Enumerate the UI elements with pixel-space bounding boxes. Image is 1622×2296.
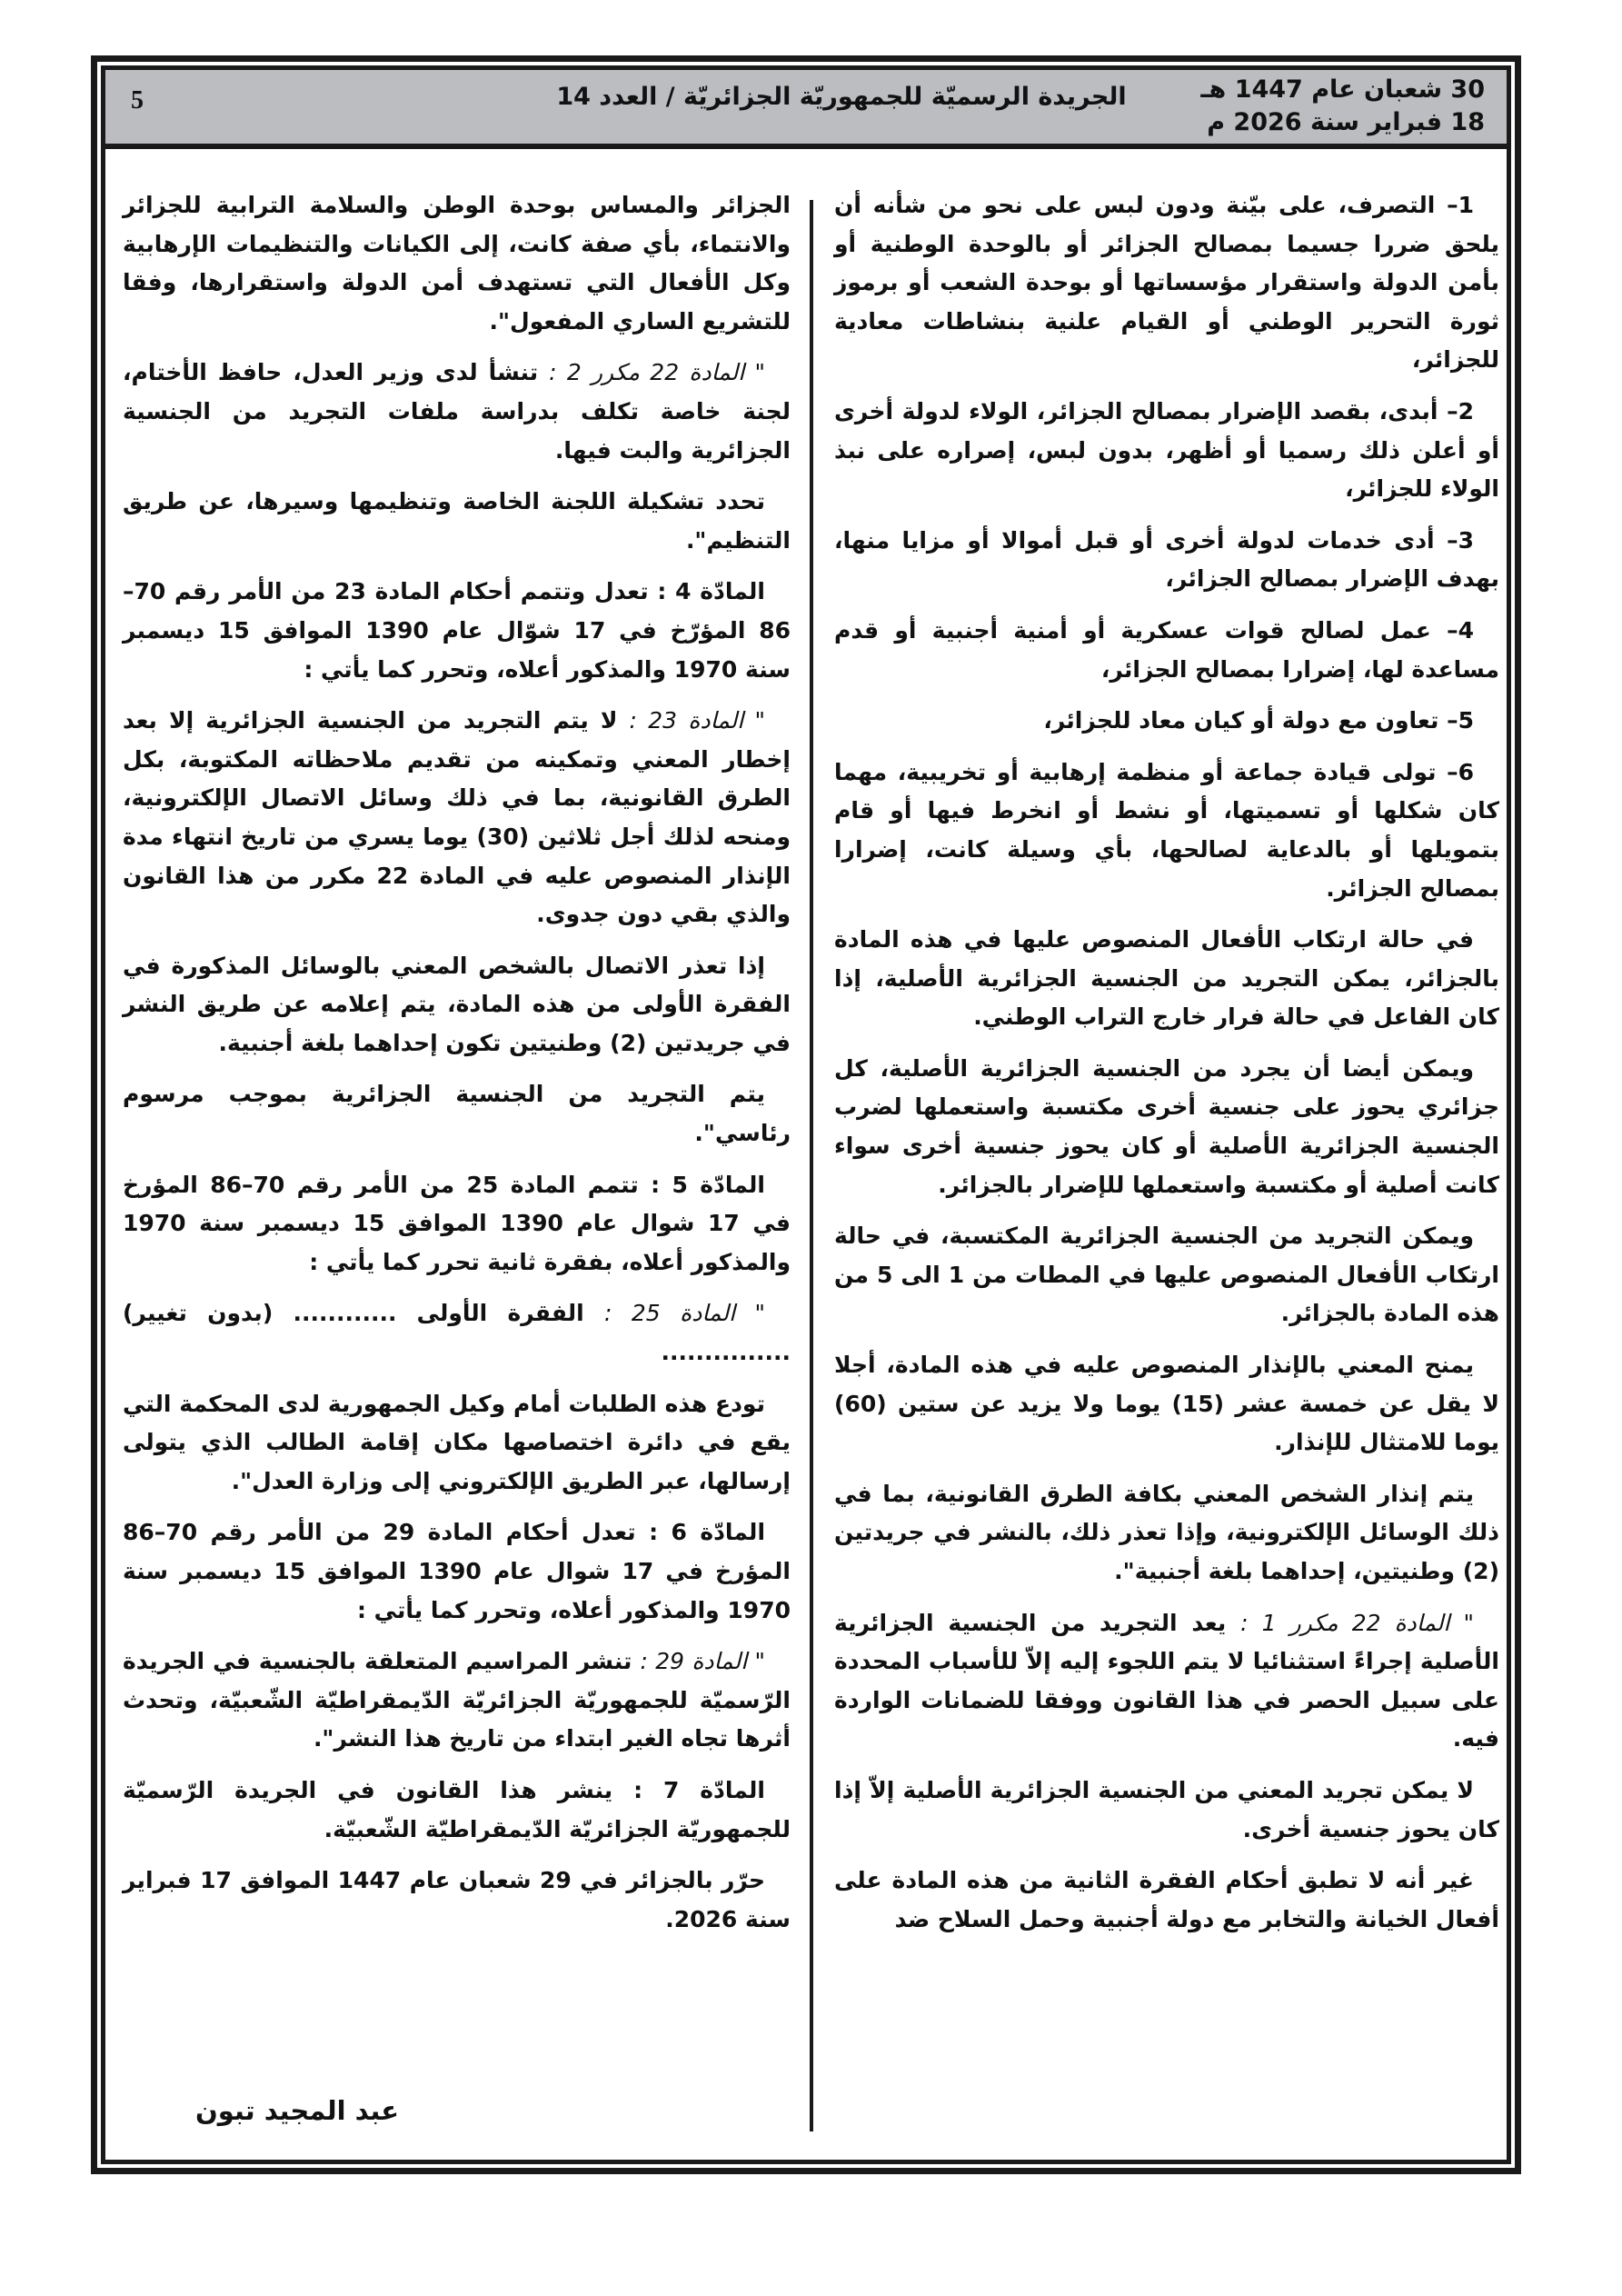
paragraph-text: يمنح المعني بالإنذار المنصوص عليه في هذه المادة، أجلا لا يقل عن خمسة عشر (15) يوما ولا يزيد عن ستين (60) يوما للامتثال للإنذار. xyxy=(834,1352,1499,1456)
quoted-article-label: " المادة 29 : xyxy=(640,1648,765,1675)
paragraph-text: إذا تعذر الاتصال بالشخص المعني بالوسائل المذكورة في الفقرة الأولى من هذه المادة، يتم إعلامه عن طريق النشر في جريدتين (2) وطنيتين تكون إحداهما بلغة أجنبية. xyxy=(123,952,791,1056)
paragraph-text: 3– أدى خدمات لدولة أخرى أو قبل أموالا أو مزايا منها، بهدف الإضرار بمصالح الجزائر، xyxy=(834,526,1499,593)
left-column-paragraph xyxy=(123,1642,791,1759)
left-column-paragraph xyxy=(123,1513,791,1630)
date-gregorian: 18 فبراير سنة 2026 م xyxy=(1207,108,1485,136)
paragraph-text: يعد التجريد من الجنسية الجزائرية الأصلية إجراءً استثنائيا لا يتم اللجوء إليه إلاّ للأسباب المحددة على سبيل الحصر في هذا القانون ووفقا للضمانات الواردة فيه. xyxy=(834,1609,1499,1752)
quoted-article-label: " المادة 22 مكرر 2 : xyxy=(549,359,765,386)
right-column-paragraph xyxy=(834,754,1499,908)
article-label: المادّة 5 : xyxy=(651,1171,765,1198)
left-column-paragraph xyxy=(123,354,791,470)
paragraph-text: تعدل وتتمم أحكام المادة 23 من الأمر رقم 70–86 المؤرّخ في 17 شوّال عام 1390 الموافق 15 ديسمبر سنة 1970 والمذكور أعلاه، وتحرر كما يأتي : xyxy=(123,578,791,683)
paragraph-text: الفقرة الأولى ............ (بدون تغيير) ............... xyxy=(123,1300,791,1366)
paragraph-text: تنشر المراسيم المتعلقة بالجنسية في الجريدة الرّسميّة للجمهوريّة الجزائريّة الدّيمقراطيّة الشّعبيّة، وتحدث أثرها تجاه الغير ابتداء من تاريخ هذا النشر". xyxy=(123,1648,791,1752)
paragraph-text: 1– التصرف، على بيّنة ودون لبس على نحو من شأنه أن يلحق ضررا جسيما بمصالح الجزائر أو بالوحدة الوطنية أو بأمن الدولة واستقرار مؤسساتها أو بوحدة الشعب أو برموز ثورة التحرير الوطني أو القيام علنية بنشاطات معادية للجزائر، xyxy=(834,192,1499,374)
left-column-paragraph xyxy=(123,1075,791,1153)
paragraph-text: 5– تعاون مع دولة أو كيان معاد للجزائر، xyxy=(1043,707,1474,734)
left-column-paragraph xyxy=(123,1772,791,1849)
issue-date xyxy=(1200,74,1485,139)
gazette-title: الجريدة الرسميّة للجمهوريّة الجزائريّة / العدد 14 xyxy=(556,83,1127,111)
paragraph-text: تحدد تشكيلة اللجنة الخاصة وتنظيمها وسيرها، عن طريق التنظيم". xyxy=(123,488,791,554)
paragraph-text: الجزائر والمساس بوحدة الوطن والسلامة الترابية للجزائر والانتماء، بأي صفة كانت، إلى الكيانات والتنظيمات الإرهابية وكل الأفعال التي تستهدف أمن الدولة واستقرارها، وفقا للتشريع الساري المفعول". xyxy=(123,192,791,334)
date-hijri: 30 شعبان عام 1447 هـ xyxy=(1200,75,1485,104)
right-column-paragraph xyxy=(834,1217,1499,1333)
paragraph-text: لا يمكن تجريد المعني من الجنسية الجزائرية الأصلية إلاّ إذا كان يحوز جنسية أخرى. xyxy=(834,1776,1499,1842)
right-column-paragraph xyxy=(834,1475,1499,1592)
signature: عبد المجيد تبون xyxy=(195,2095,400,2126)
left-column-paragraph xyxy=(123,573,791,689)
article-label: المادّة 7 : xyxy=(633,1776,765,1803)
paragraph-text: في حالة ارتكاب الأفعال المنصوص عليها في هذه المادة بالجزائر، يمكن التجريد من الجنسية الجزائرية الأصلية، إذا كان الفاعل في حالة فرار خارج التراب الوطني. xyxy=(834,926,1499,1031)
left-column-paragraph xyxy=(123,702,791,934)
right-column-paragraph xyxy=(834,186,1499,380)
quoted-article-label: " المادة 22 مكرر 1 : xyxy=(1240,1609,1474,1636)
right-column-paragraph xyxy=(834,921,1499,1037)
right-column-paragraph xyxy=(834,612,1499,689)
paragraph-text: تتمم المادة 25 من الأمر رقم 70–86 المؤرخ في 17 شوال عام 1390 الموافق 15 ديسمبر سنة 1970 والمذكور أعلاه، بفقرة ثانية تحرر كما يأتي : xyxy=(123,1171,791,1275)
paragraph-text: لا يتم التجريد من الجنسية الجزائرية إلا بعد إخطار المعني وتمكينه من تقديم ملاحظاته المكتوبة، بكل الطرق القانونية، بما في ذلك وسائل الاتصال الإلكترونية، ومنحه لذلك أجل ثلاثين (30) يوما يسري من تاريخ انتهاء مدة الإنذار المنصوص عليه في المادة 22 مكرر من هذا القانون والذي بقي دون جدوى. xyxy=(123,707,791,928)
left-column-paragraph xyxy=(123,186,791,341)
paragraph-text: ويمكن أيضا أن يجرد من الجنسية الجزائرية الأصلية، كل جزائري يحوز على جنسية أخرى مكتسبة واستعملها لضرب الجنسية الجزائرية الأصلية أو كان يحوز جنسية أخرى سواء كانت أصلية أو مكتسبة واستعملها للإضرار بالجزائر. xyxy=(834,1054,1499,1198)
page-header xyxy=(105,70,1507,149)
right-column-paragraph xyxy=(834,1862,1499,1939)
paragraph-text: حرّر بالجزائر في 29 شعبان عام 1447 الموافق 17 فبراير سنة 2026. xyxy=(123,1867,791,1932)
quoted-article-label: " المادة 23 : xyxy=(629,707,766,734)
paragraph-text: ويمكن التجريد من الجنسية الجزائرية المكتسبة، في حالة ارتكاب الأفعال المنصوص عليها في المطات من 1 الى 5 من هذه المادة بالجزائر. xyxy=(834,1223,1499,1327)
paragraph-text: تعدل أحكام المادة 29 من الأمر رقم 70–86 المؤرخ في 17 شوال عام 1390 الموافق 15 ديسمبر سنة 1970 والمذكور أعلاه، وتحرر كما يأتي : xyxy=(123,1519,791,1623)
paragraph-text: تودع هذه الطلبات أمام وكيل الجمهورية لدى المحكمة التي يقع في دائرة اختصاصها مكان إقامة الطالب الذي يتولى إرسالها، عبر الطريق الإلكتروني إلى وزارة العدل". xyxy=(123,1390,791,1494)
right-column xyxy=(834,186,1499,1952)
left-column-paragraph xyxy=(123,1294,791,1372)
quoted-article-label: " المادة 25 : xyxy=(603,1300,765,1327)
paragraph-text: غير أنه لا تطبق أحكام الفقرة الثانية من هذه المادة على أفعال الخيانة والتخابر مع دولة أجنبية وحمل السلاح ضد xyxy=(834,1867,1499,1932)
paragraph-text: يتم التجريد من الجنسية الجزائرية بموجب مرسوم رئاسي". xyxy=(123,1081,791,1147)
paragraph-text: 6– تولى قيادة جماعة أو منظمة إرهابية أو تخريبية، مهما كان شكلها أو تسميتها، أو نشط أو انخرط فيها أو قام بتمويلها أو بالدعاية لصالحها، بأي وسيلة كانت، إضرارا بمصالح الجزائر. xyxy=(834,758,1499,902)
right-column-paragraph xyxy=(834,1346,1499,1462)
paragraph-text: تنشأ لدى وزير العدل، حافظ الأختام، لجنة خاصة تكلف بدراسة ملفات التجريد من الجنسية الجزائرية والبت فيها. xyxy=(123,359,791,464)
right-column-paragraph xyxy=(834,1050,1499,1204)
left-column-paragraph xyxy=(123,483,791,560)
right-column-paragraph xyxy=(834,393,1499,509)
paragraph-text: 4– عمل لصالح قوات عسكرية أو أمنية أجنبية أو قدم مساعدة لها، إضرارا بمصالح الجزائر، xyxy=(834,616,1499,683)
paragraph-text: يتم إنذار الشخص المعني بكافة الطرق القانونية، بما في ذلك الوسائل الإلكترونية، وإذا تعذر ذلك، بالنشر في جريدتين (2) وطنيتين، إحداهما بلغة أجنبية". xyxy=(834,1480,1499,1584)
right-column-paragraph xyxy=(834,702,1499,741)
left-column-paragraph xyxy=(123,947,791,1063)
left-column-paragraph xyxy=(123,1166,791,1283)
paragraph-text: 2– أبدى، بقصد الإضرار بمصالح الجزائر، الولاء لدولة أخرى أو أعلن ذلك رسميا أو أظهر، بدون لبس، إصراره على نبذ الولاء للجزائر، xyxy=(834,397,1499,503)
page-number: 5 xyxy=(131,86,144,115)
left-column-paragraph xyxy=(123,1385,791,1502)
paragraph-text: ينشر هذا القانون في الجريدة الرّسميّة للجمهوريّة الجزائريّة الدّيمقراطيّة الشّعبيّة. xyxy=(123,1776,791,1842)
article-label: المادّة 4 : xyxy=(657,578,765,605)
right-column-paragraph xyxy=(834,1772,1499,1849)
right-column-paragraph xyxy=(834,522,1499,599)
left-column xyxy=(123,186,791,1952)
article-label: المادّة 6 : xyxy=(649,1519,766,1546)
column-divider xyxy=(810,200,813,2131)
right-column-paragraph xyxy=(834,1604,1499,1759)
left-column-paragraph xyxy=(123,1862,791,1939)
